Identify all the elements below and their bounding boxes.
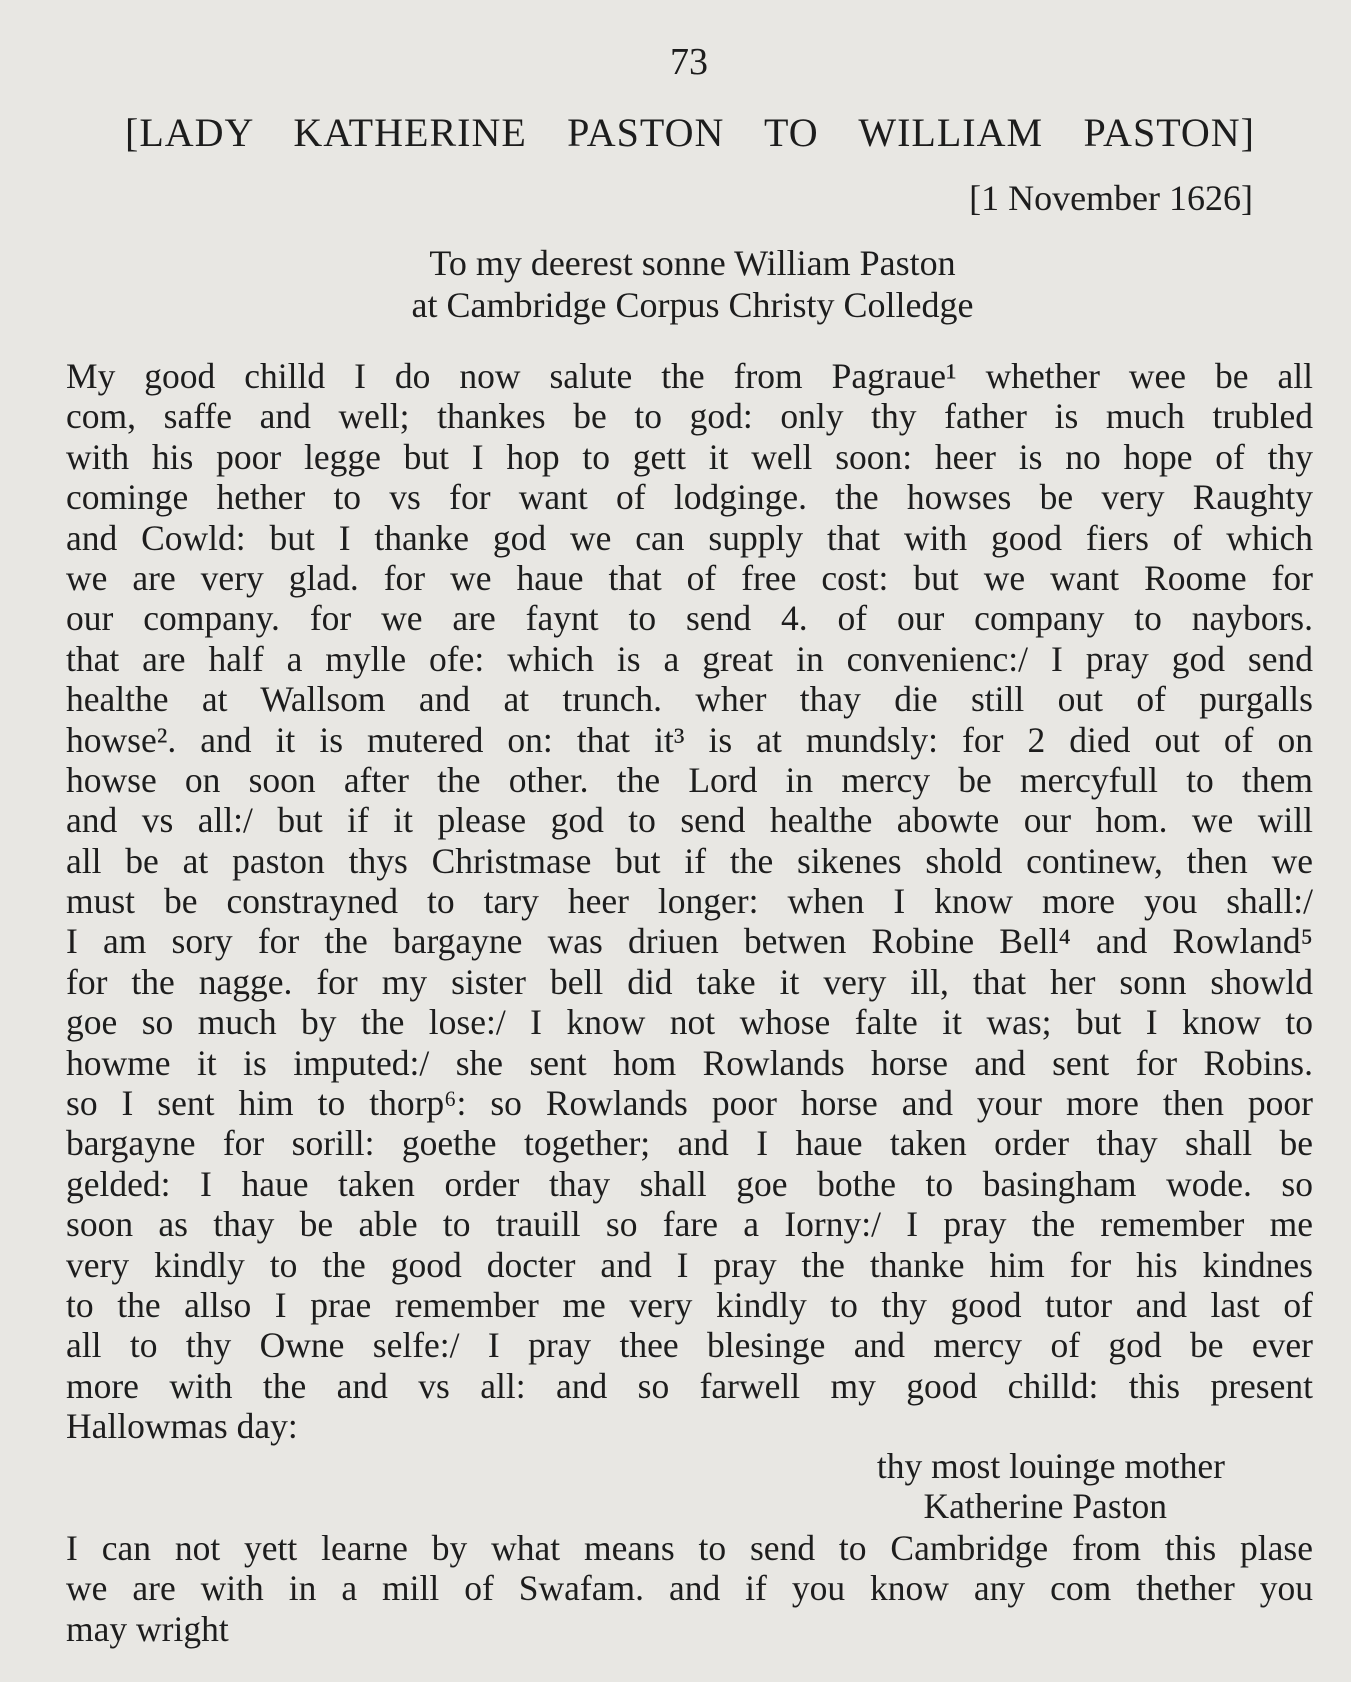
page-number: 73 <box>670 41 708 83</box>
postscript-line: may wright <box>66 1608 229 1649</box>
body-line: all to thy Owne selfe:/ I pray thee blesinge and mercy of god be ever <box>66 1325 1313 1366</box>
body-line: com, saffe and well; thankes be to god: only thy father is much trubled <box>66 396 1313 437</box>
body-line: Hallowmas day: <box>66 1406 298 1447</box>
body-line: and vs all:/ but if it please god to send healthe abowte our hom. we will <box>66 800 1313 841</box>
body-line: I am sory for the bargayne was driuen betwen Robine Bell⁴ and Rowland⁵ <box>66 921 1313 962</box>
letter-title: [LADY KATHERINE PASTON TO WILLIAM PASTON] <box>125 110 1255 155</box>
address-line: at Cambridge Corpus Christy Colledge <box>411 285 974 325</box>
body-line: with his poor legge but I hop to gett it well soon: heer is no hope of thy <box>66 436 1313 477</box>
body-line: so I sent him to thorp⁶: so Rowlands poor horse and your more then poor <box>66 1083 1313 1124</box>
body-line: bargayne for sorill: goethe together; and I haue taken order thay shall be <box>66 1123 1313 1164</box>
body-line: healthe at Wallsom and at trunch. wher thay die still out of purgalls <box>66 679 1313 720</box>
body-line: all be at paston thys Christmase but if the sikenes shold continew, then we <box>66 840 1313 881</box>
letter-signature <box>877 1446 1225 1527</box>
body-line: that are half a mylle ofe: which is a great in convenienc:/ I pray god send <box>66 638 1313 679</box>
signature-closing: thy most louinge mother <box>876 1446 1225 1486</box>
body-line: more with the and vs all: and so farwell my good chilld: this present <box>66 1365 1313 1406</box>
body-line: to the allso I prae remember me very kindly to thy good tutor and last of <box>66 1284 1313 1325</box>
postscript-line: I can not yett learne by what means to send to Cambridge from this plase <box>66 1528 1313 1568</box>
letter-body <box>66 356 1313 1447</box>
address-line: To my deerest sonne William Paston <box>429 243 956 283</box>
body-line: My good chilld I do now salute the from Pagraue¹ whether wee be all <box>66 356 1313 396</box>
body-line: gelded: I haue taken order thay shall goe bothe to basingham wode. so <box>66 1163 1313 1204</box>
body-line: howse on soon after the other. the Lord in mercy be mercyfull to them <box>66 759 1313 800</box>
body-line: very kindly to the good docter and I pray the thanke him for his kindnes <box>66 1244 1313 1285</box>
letter-date: [1 November 1626] <box>969 178 1253 218</box>
postscript-line: we are with in a mill of Swafam. and if you know any com thether you <box>66 1568 1313 1609</box>
body-line: for the nagge. for my sister bell did take it very ill, that her sonn showld <box>66 961 1313 1002</box>
body-line: howme it is imputed:/ she sent hom Rowlands horse and sent for Robins. <box>66 1042 1313 1083</box>
signature-name: Katherine Paston <box>923 1486 1167 1527</box>
body-line: howse². and it is mutered on: that it³ is at mundsly: for 2 died out of on <box>66 719 1313 760</box>
body-line: must be constrayned to tary heer longer: when I know more you shall:/ <box>66 881 1313 922</box>
body-line: goe so much by the lose:/ I know not whose falte it was; but I know to <box>66 1002 1313 1043</box>
letter-address <box>0 242 1351 326</box>
body-line: we are very glad. for we haue that of free cost: but we want Roome for <box>66 557 1313 598</box>
letter-postscript <box>66 1528 1313 1649</box>
body-line: soon as thay be able to trauill so fare a Iorny:/ I pray the remember me <box>66 1204 1313 1245</box>
body-line: and Cowld: but I thanke god we can supply that with good fiers of which <box>66 517 1313 558</box>
body-line: cominge hether to vs for want of lodginge. the howses be very Raughty <box>66 477 1313 518</box>
body-line: our company. for we are faynt to send 4. of our company to naybors. <box>66 598 1313 639</box>
